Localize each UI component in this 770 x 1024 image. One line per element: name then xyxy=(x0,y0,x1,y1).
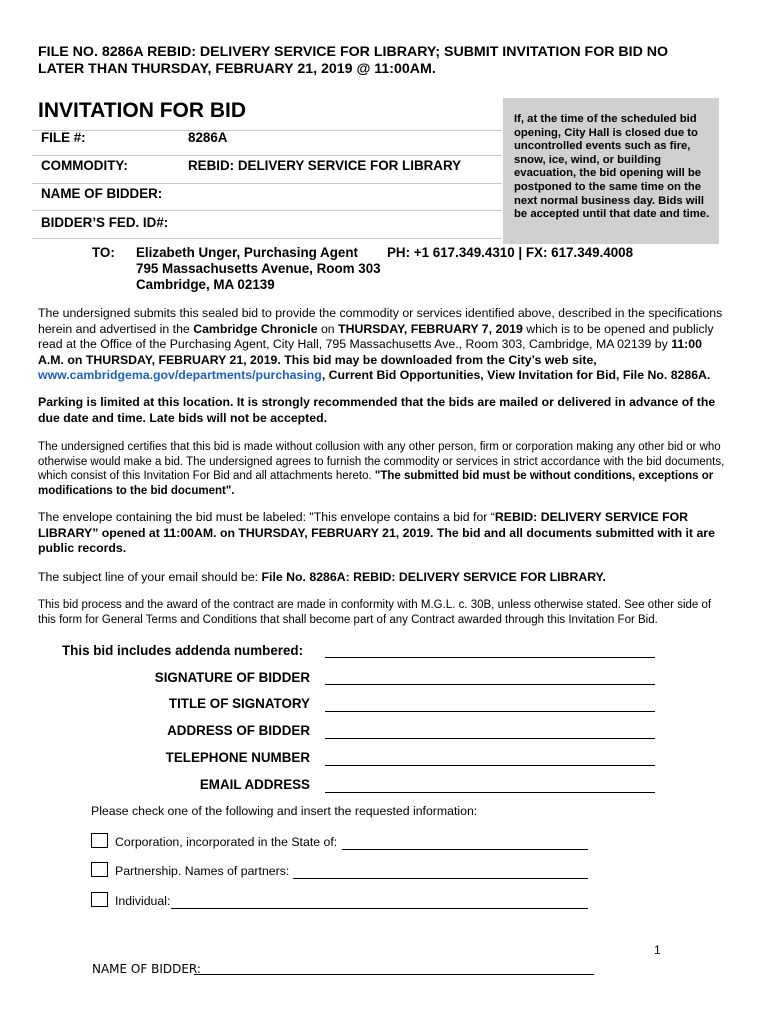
signature-field[interactable] xyxy=(325,683,655,685)
text: REBID: DELIVERY SERVICE FOR LIBRARY” opened at 11:00AM. on THURSDAY, FEBRUARY 21, 2019. The bid and all documents submitted with it are public records. xyxy=(38,510,715,556)
corporation-label: Corporation, incorporated in the State of: xyxy=(115,835,338,849)
to-label: TO: xyxy=(92,245,115,260)
individual-label: Individual: xyxy=(115,894,171,908)
row-divider xyxy=(32,183,502,184)
partnership-label: Partnership. Names of partners: xyxy=(115,864,290,878)
footer-bidder-label: NAME OF BIDDER: xyxy=(92,962,201,976)
contact-phone-fax: PH: +1 617.349.4310 | FX: 617.349.4008 xyxy=(387,245,634,260)
text: The subject line of your email should be: xyxy=(38,570,262,584)
individual-checkbox[interactable] xyxy=(91,892,108,907)
footer-bidder-field[interactable] xyxy=(194,974,594,975)
text: on xyxy=(317,321,339,336)
closure-notice-text: If, at the time of the scheduled bid opening, City Hall is closed due to uncontrolled events such as fire, snow, ice, wind, or building evacuation, the bid opening will be postponed to the same time on the next normal business day. Bids will be accepted until that date and time. xyxy=(514,113,710,221)
email-field[interactable] xyxy=(325,791,655,793)
row-divider xyxy=(32,155,502,156)
corporation-checkbox[interactable] xyxy=(91,833,108,848)
paragraph-parking: Parking is limited at this location. It is strongly recommended that the bids are mailed or delivered in advance of the due date and time. Late bids will not be accepted. xyxy=(38,395,716,425)
file-label: FILE #: xyxy=(41,130,86,145)
paragraph-email-subject xyxy=(38,570,730,586)
recipient-city: Cambridge, MA 02139 xyxy=(136,277,275,292)
address-label: ADDRESS OF BIDDER xyxy=(167,723,310,738)
signature-label: SIGNATURE OF BIDDER xyxy=(154,670,310,685)
document-header xyxy=(38,44,728,78)
header-line-2: LATER THAN THURSDAY, FEBRUARY 21, 2019 @ 11:00AM. xyxy=(38,61,436,77)
paragraph-conformity: This bid process and the award of the contract are made in conformity with M.G.L. c. 30B, unless otherwise stated. See other side of this form for General Terms and Conditions that shall become part of any Contract awarded through this Invitation For Bid. xyxy=(38,599,712,626)
deadline-text: 11:00 A.M. on THURSDAY, FEBRUARY 21, 2019. This bid may be downloaded from the City’s web site, xyxy=(38,337,702,367)
paragraph-certification xyxy=(38,440,730,498)
partnership-checkbox[interactable] xyxy=(91,862,108,877)
email-label: EMAIL ADDRESS xyxy=(199,777,310,792)
text: which is to be opened and publicly read at the Office of the Purchasing Agent, City Hall, 795 Massachusetts Ave., Room 303, Cambridge, MA 02139 by xyxy=(38,321,714,352)
paragraph-submission xyxy=(38,306,730,384)
page-number: 1 xyxy=(654,943,661,957)
fed-id-label: BIDDER’S FED. ID#: xyxy=(41,215,169,230)
title-of-signatory-field[interactable] xyxy=(325,710,655,712)
address-field[interactable] xyxy=(325,737,655,739)
recipient-address xyxy=(136,245,396,293)
addenda-field[interactable] xyxy=(325,656,655,658)
partners-names-field[interactable] xyxy=(293,877,588,879)
entity-type-instructions: Please check one of the following and insert the requested information: xyxy=(91,804,478,818)
commodity-value: REBID: DELIVERY SERVICE FOR LIBRARY xyxy=(188,158,462,173)
row-divider xyxy=(32,238,502,239)
telephone-field[interactable] xyxy=(325,764,655,766)
recipient-street: 795 Massachusetts Avenue, Room 303 xyxy=(136,261,381,276)
text: The envelope containing the bid must be labeled: "This envelope contains a bid for “ xyxy=(38,510,495,524)
title-of-signatory-label: TITLE OF SIGNATORY xyxy=(168,696,310,711)
recipient-name: Elizabeth Unger, Purchasing Agent xyxy=(136,245,358,260)
text: File No. 8286A: REBID: DELIVERY SERVICE FOR LIBRARY. xyxy=(261,570,606,584)
corporation-state-field[interactable] xyxy=(342,848,588,850)
telephone-label: TELEPHONE NUMBER xyxy=(165,750,310,765)
purchasing-website-link[interactable]: www.cambridgema.gov/departments/purchasing xyxy=(38,368,322,383)
header-line-1: FILE NO. 8286A REBID: DELIVERY SERVICE FOR LIBRARY; SUBMIT INVITATION FOR BID NO xyxy=(38,44,669,60)
bidder-name-label: NAME OF BIDDER: xyxy=(41,186,163,201)
row-divider xyxy=(32,210,502,211)
paragraph-envelope xyxy=(38,510,730,557)
individual-name-field[interactable] xyxy=(171,907,588,909)
text: , Current Bid Opportunities, View Invitation for Bid, File No. 8286A. xyxy=(321,368,711,383)
commodity-label: COMMODITY: xyxy=(41,158,128,173)
text: The undersigned submits this sealed bid to provide the commodity or services identified above, described in the specifications herein and advertised in the xyxy=(38,306,723,336)
addenda-label: This bid includes addenda numbered: xyxy=(62,643,304,658)
text: "The submitted bid must be without conditions, exceptions or modifications to the bid document". xyxy=(38,470,714,497)
file-value: 8286A xyxy=(188,130,228,145)
text: The undersigned certifies that this bid is made without collusion with any other person, firm or corporation making any other bid or who otherwise would make a bid. The undersigned agrees to furnish the commodity or services in strict accordance with the bid documents, which consist of this Invitation For Bid and all attachments hereto. xyxy=(38,441,725,483)
form-title: INVITATION FOR BID xyxy=(38,99,247,122)
newspaper-name: Cambridge Chronicle xyxy=(193,321,318,336)
advertised-date: THURSDAY, FEBRUARY 7, 2019 xyxy=(338,321,523,336)
